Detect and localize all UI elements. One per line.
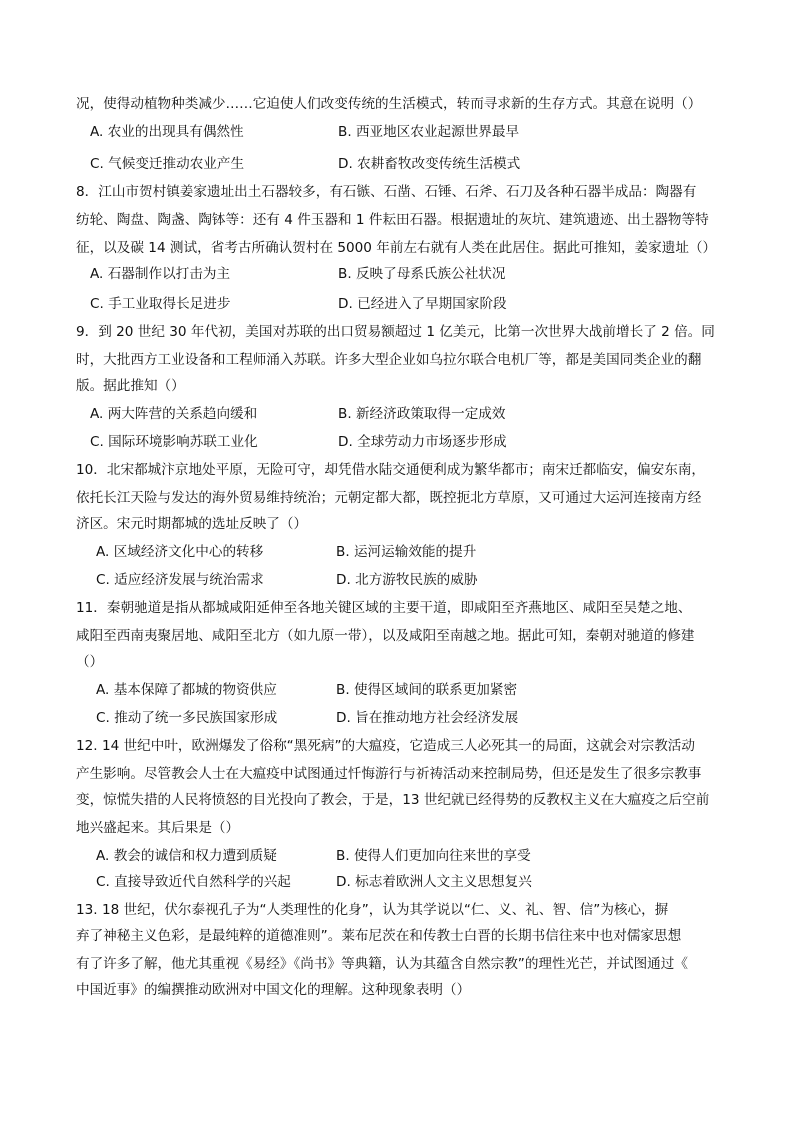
question-text-line: 况，使得动植物种类减少……它迫使人们改变传统的生活模式，转而寻求新的生存方式。其意在说明（） [76,96,702,112]
question-12-line-3: 变，惊慌失措的人民将愤怒的目光投向了教会，于是，13 世纪就已经得势的反教权主义在大瘟疫之后空前 [76,792,710,808]
question-10-line-1: 10．北宋都城汴京地处平原，无险可守，却凭借水陆交通便利成为繁华都市；南宋迁都临安，偏安东南， [76,462,706,478]
option-a[interactable]: A. 基本保障了都城的物资供应 [96,682,277,698]
question-12-line-1: 12. 14 世纪中叶，欧洲爆发了俗称“黑死病”的大瘟疫，它造成三人必死其一的局面，这就会对宗教活动 [76,738,695,754]
question-13-line-2: 弃了神秘主义色彩，是最纯粹的道德准则”。莱布尼茨在和传教士白晋的长期书信往来中也对儒家思想 [76,928,682,944]
option-c[interactable]: C. 手工业取得长足进步 [90,296,231,312]
question-12-line-4: 地兴盛起来。其后果是（） [76,820,240,836]
question-12-line-2: 产生影响。尽管教会人士在大瘟疫中试图通过忏悔游行与祈祷活动来控制局势，但还是发生了很多宗教事 [76,766,702,782]
question-13-line-4: 中国近事》的编撰推动欧洲对中国文化的理解。这种现象表明（） [76,982,471,998]
option-a[interactable]: A. 农业的出现具有偶然性 [90,124,244,140]
question-11-line-3: （） [76,654,104,670]
question-9-line-1: 9．到 20 世纪 30 年代初，美国对苏联的出口贸易额超过 1 亿美元，比第一次世界大战前增长了 2 倍。同 [76,324,715,340]
question-8-line-2: 纺轮、陶盘、陶盏、陶钵等：还有 4 件玉器和 1 件耘田石器。根据遗址的灰坑、建筑遗迹、出土器物等特 [76,212,709,228]
option-d[interactable]: D. 北方游牧民族的威胁 [336,572,478,588]
option-d[interactable]: D. 旨在推动地方社会经济发展 [336,710,519,726]
question-11-line-2: 咸阳至西南夷聚居地、咸阳至北方（如九原一带），以及咸阳至南越之地。据此可知，秦朝对驰道的修建 [76,628,695,644]
option-d[interactable]: D. 全球劳动力市场逐步形成 [338,434,507,450]
option-c[interactable]: C. 气候变迁推动农业产生 [90,156,245,172]
question-8-line-1: 8．江山市贺村镇姜家遗址出土石器较多，有石镞、石凿、石锤、石斧、石刀及各种石器半成品：陶器有 [76,184,697,200]
option-a[interactable]: A. 两大阵营的关系趋向缓和 [90,406,258,422]
question-13-line-1: 13. 18 世纪，伏尔泰视孔子为“人类理性的化身”，认为其学说以“仁、义、礼、智、信”为核心，摒 [76,902,669,918]
option-b[interactable]: B. 使得人们更加向往来世的享受 [336,848,531,864]
option-b[interactable]: B. 新经济政策取得一定成效 [338,406,506,422]
question-8-line-3: 征，以及碳 14 测试，省考古所确认贺村在 5000 年前左右就有人类在此居住。据此可推知，姜家遗址（） [76,240,717,256]
question-9-line-3: 版。据此推知（） [76,378,185,394]
option-c[interactable]: C. 国际环境影响苏联工业化 [90,434,258,450]
option-c[interactable]: C. 推动了统一多民族国家形成 [96,710,278,726]
option-b[interactable]: B. 反映了母系氏族公社状况 [338,266,506,282]
option-d[interactable]: D. 已经进入了早期国家阶段 [338,296,507,312]
option-c[interactable]: C. 适应经济发展与统治需求 [96,572,264,588]
option-b[interactable]: B. 西亚地区农业起源世界最早 [338,124,520,140]
option-b[interactable]: B. 使得区域间的联系更加紧密 [336,682,518,698]
question-10-line-3: 济区。宋元时期都城的选址反映了（） [76,516,308,532]
option-a[interactable]: A. 教会的诚信和权力遭到质疑 [96,848,277,864]
option-d[interactable]: D. 农耕畜牧改变传统生活模式 [338,156,521,172]
question-10-line-2: 依托长江天险与发达的海外贸易维持统治；元朝定都大都，既控扼北方草原，又可通过大运河连接南方经 [76,490,702,506]
option-a[interactable]: A. 区域经济文化中心的转移 [96,544,264,560]
question-11-line-1: 11．秦朝驰道是指从都城咸阳延伸至各地关键区域的主要干道，即咸阳至齐燕地区、咸阳至吴楚之地、 [76,600,692,616]
option-d[interactable]: D. 标志着欧洲人文主义思想复兴 [336,874,532,890]
option-b[interactable]: B. 运河运输效能的提升 [336,544,477,560]
question-13-line-3: 有了许多了解，他尤其重视《易经》《尚书》等典籍，认为其蕴含自然宗教”的理性光芒，并试图通过《 [76,956,688,972]
option-c[interactable]: C. 直接导致近代自然科学的兴起 [96,874,291,890]
option-a[interactable]: A. 石器制作以打击为主 [90,266,231,282]
question-9-line-2: 时，大批西方工业设备和工程师涌入苏联。许多大型企业如乌拉尔联合电机厂等，都是美国同类企业的翻 [76,352,702,368]
